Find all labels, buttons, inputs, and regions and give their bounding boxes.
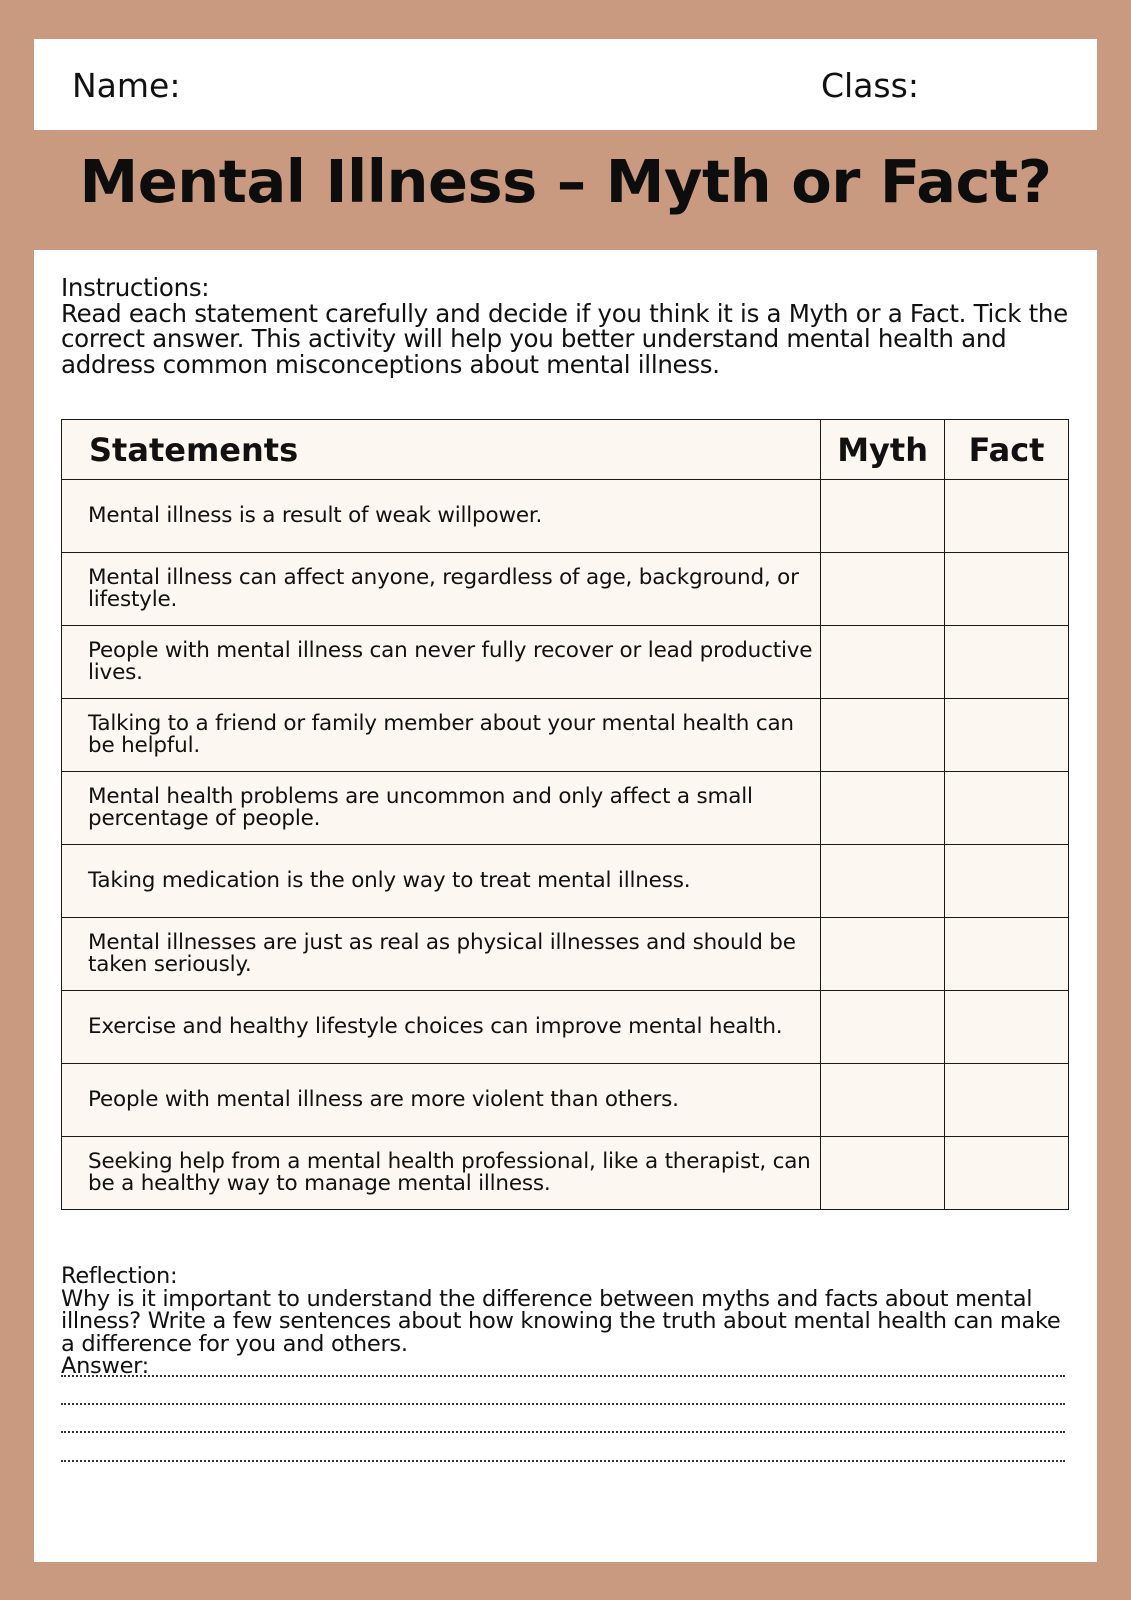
fact-tick-box[interactable] [945,480,1069,553]
fact-tick-box[interactable] [945,772,1069,845]
instructions [61,275,1071,377]
instructions-heading: Instructions: [61,273,210,302]
name-field-label[interactable]: Name: [72,66,181,105]
reflection-heading: Reflection: [61,1263,178,1289]
statement-text: Talking to a friend or family member about your mental health can be helpful. [62,699,821,772]
table-row [62,1137,1069,1210]
fact-tick-box[interactable] [945,1064,1069,1137]
table-row [62,626,1069,699]
myth-tick-box[interactable] [821,918,945,991]
page-title: Mental Illness – Myth or Fact? [79,147,1052,216]
fact-tick-box[interactable] [945,991,1069,1064]
myth-tick-box[interactable] [821,845,945,918]
name-class-header [34,39,1097,130]
statements-header: Statements [62,420,821,480]
myth-tick-box[interactable] [821,626,945,699]
fact-tick-box[interactable] [945,1137,1069,1210]
table-row [62,772,1069,845]
myth-tick-box[interactable] [821,1064,945,1137]
statement-text: Mental illness can affect anyone, regardless of age, background, or lifestyle. [62,553,821,626]
myth-tick-box[interactable] [821,1137,945,1210]
statement-text: People with mental illness can never fully recover or lead productive lives. [62,626,821,699]
class-field-label[interactable]: Class: [821,66,919,105]
instructions-text: Read each statement carefully and decide if you think it is a Myth or a Fact. Tick the correct answer. This activity will help you better understand mental health and address common misconceptions about mental illness. [61,298,1068,379]
reflection-question: Why is it important to understand the difference between myths and facts about mental illness? Write a few sentences about how knowing the truth about mental health can make a difference for you and others. [61,1285,1061,1357]
myth-tick-box[interactable] [821,480,945,553]
myth-header: Myth [821,420,945,480]
answer-label: Answer: [61,1353,149,1379]
answer-line[interactable] [61,1375,1065,1377]
worksheet-body [34,250,1097,1562]
statement-text: Seeking help from a mental health professional, like a therapist, can be a healthy way to manage mental illness. [62,1137,821,1210]
statement-text: Mental illness is a result of weak willpower. [62,480,821,553]
statement-text: People with mental illness are more violent than others. [62,1064,821,1137]
answer-line[interactable] [61,1431,1065,1433]
myth-tick-box[interactable] [821,772,945,845]
fact-tick-box[interactable] [945,699,1069,772]
myth-fact-table [61,419,1069,1210]
answer-line[interactable] [61,1460,1065,1462]
myth-tick-box[interactable] [821,699,945,772]
table-row [62,918,1069,991]
fact-tick-box[interactable] [945,845,1069,918]
reflection-section [61,1265,1071,1378]
myth-tick-box[interactable] [821,553,945,626]
fact-tick-box[interactable] [945,626,1069,699]
statement-text: Mental illnesses are just as real as physical illnesses and should be taken seriously. [62,918,821,991]
statement-text: Taking medication is the only way to treat mental illness. [62,845,821,918]
table-row [62,480,1069,553]
answer-line[interactable] [61,1403,1065,1405]
table-row [62,991,1069,1064]
fact-tick-box[interactable] [945,918,1069,991]
fact-tick-box[interactable] [945,553,1069,626]
table-row [62,1064,1069,1137]
table-row [62,553,1069,626]
fact-header: Fact [945,420,1069,480]
statement-text: Mental health problems are uncommon and only affect a small percentage of people. [62,772,821,845]
myth-tick-box[interactable] [821,991,945,1064]
table-row [62,845,1069,918]
statement-text: Exercise and healthy lifestyle choices can improve mental health. [62,991,821,1064]
table-header-row [62,420,1069,480]
table-row [62,699,1069,772]
